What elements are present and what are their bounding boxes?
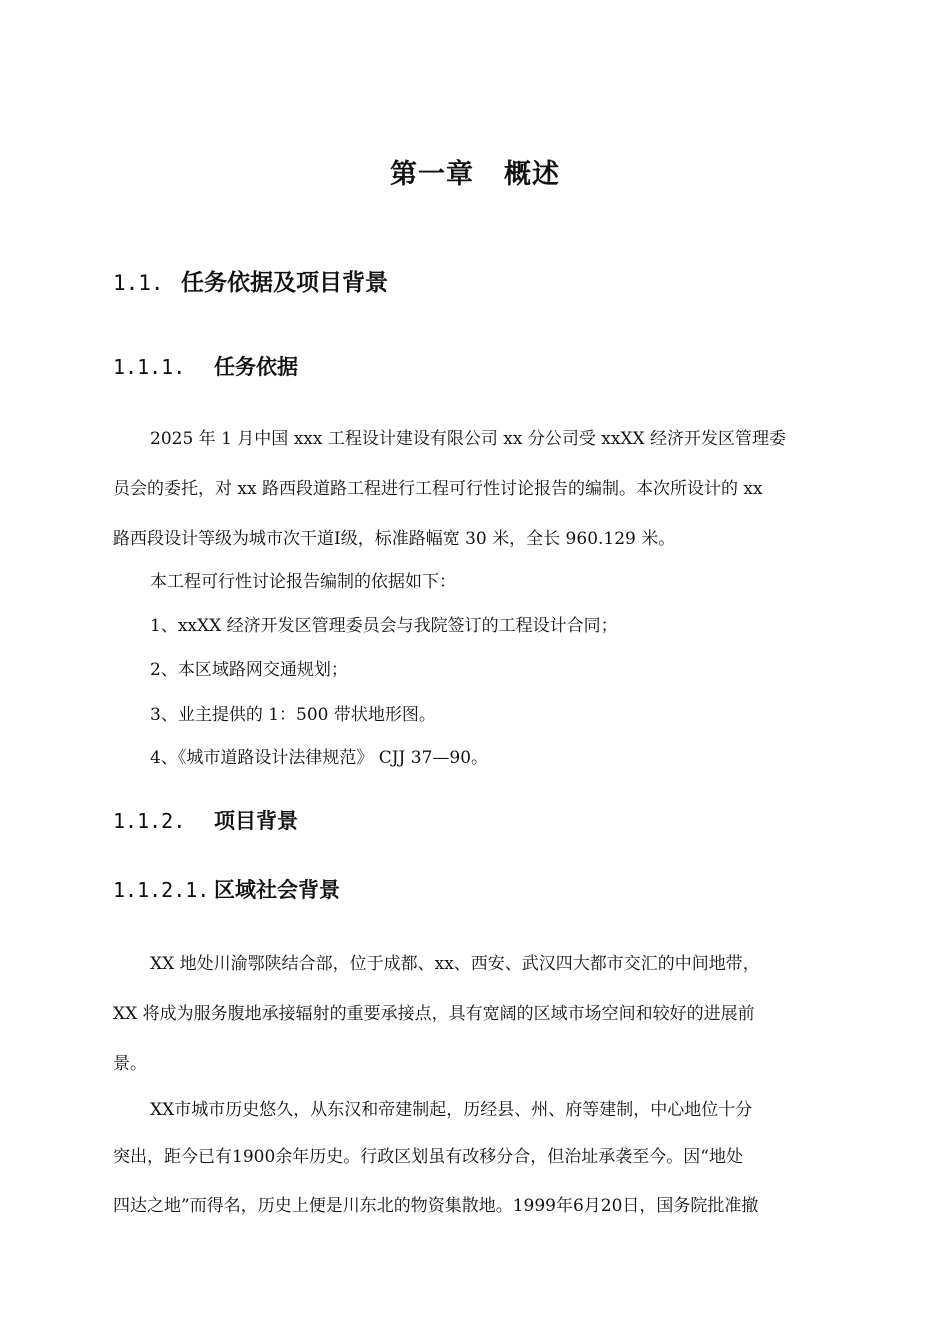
chapter-number: 第一章: [390, 159, 474, 190]
basis-list-item: 2、本区域路网交通规划；: [150, 660, 348, 680]
basis-intro: 本工程可行性讨论报告编制的依据如下：: [150, 572, 456, 592]
section-title: 任务依据: [214, 354, 298, 379]
section-number: 1.1.1.: [113, 355, 186, 379]
section-heading-1-1-2-1: [113, 874, 340, 904]
basis-list-item: 3、业主提供的 1：500 带状地形图。: [150, 705, 436, 725]
paragraph-line: 路西段设计等级为城市次干道Ⅰ级，标准路幅宽 30 米，全长 960.129 米。: [113, 529, 676, 549]
section-number: 1.1.: [113, 271, 164, 295]
paragraph-line: XX市城市历史悠久，从东汉和帝建制起，历经县、州、府等建制，中心地位十分: [150, 1100, 753, 1120]
section-number: 1.1.2.: [113, 809, 186, 833]
chapter-title: 概述: [504, 159, 560, 190]
section-heading-1-1-1: [113, 351, 298, 381]
section-heading-1-1-2: [113, 805, 298, 835]
paragraph-line: 四达之地”而得名，历史上便是川东北的物资集散地。1999年6月20日，国务院批准撤: [113, 1196, 759, 1216]
paragraph-line: 景。: [113, 1054, 147, 1074]
basis-list-item: 1、xxXX 经济开发区管理委员会与我院签订的工程设计合同；: [150, 616, 618, 636]
paragraph-line: 员会的委托，对 xx 路西段道路工程进行工程可行性讨论报告的编制。本次所设计的 xx: [113, 479, 763, 499]
section-title: 区域社会背景: [214, 877, 340, 902]
basis-list-item: 4、《城市道路设计法律规范》 CJJ 37—90。: [150, 748, 489, 768]
section-heading-1-1: [113, 264, 388, 297]
paragraph-line: XX 将成为服务腹地承接辐射的重要承接点，具有宽阔的区域市场空间和较好的进展前: [113, 1004, 755, 1024]
section-number: 1.1.2.1.: [113, 878, 210, 902]
paragraph-line: XX 地处川渝鄂陕结合部，位于成都、xx、西安、武汉四大都市交汇的中间地带，: [150, 954, 760, 974]
chapter-heading: [0, 152, 950, 191]
section-title: 任务依据及项目背景: [181, 269, 388, 296]
section-title: 项目背景: [214, 808, 298, 833]
paragraph-line: 突出，距今已有1900余年历史。行政区划虽有改移分合，但治址承袭至今。因“地处: [113, 1147, 743, 1167]
paragraph-line: 2025 年 1 月中国 xxx 工程设计建设有限公司 xx 分公司受 xxXX 经济开发区管理委: [150, 429, 787, 449]
